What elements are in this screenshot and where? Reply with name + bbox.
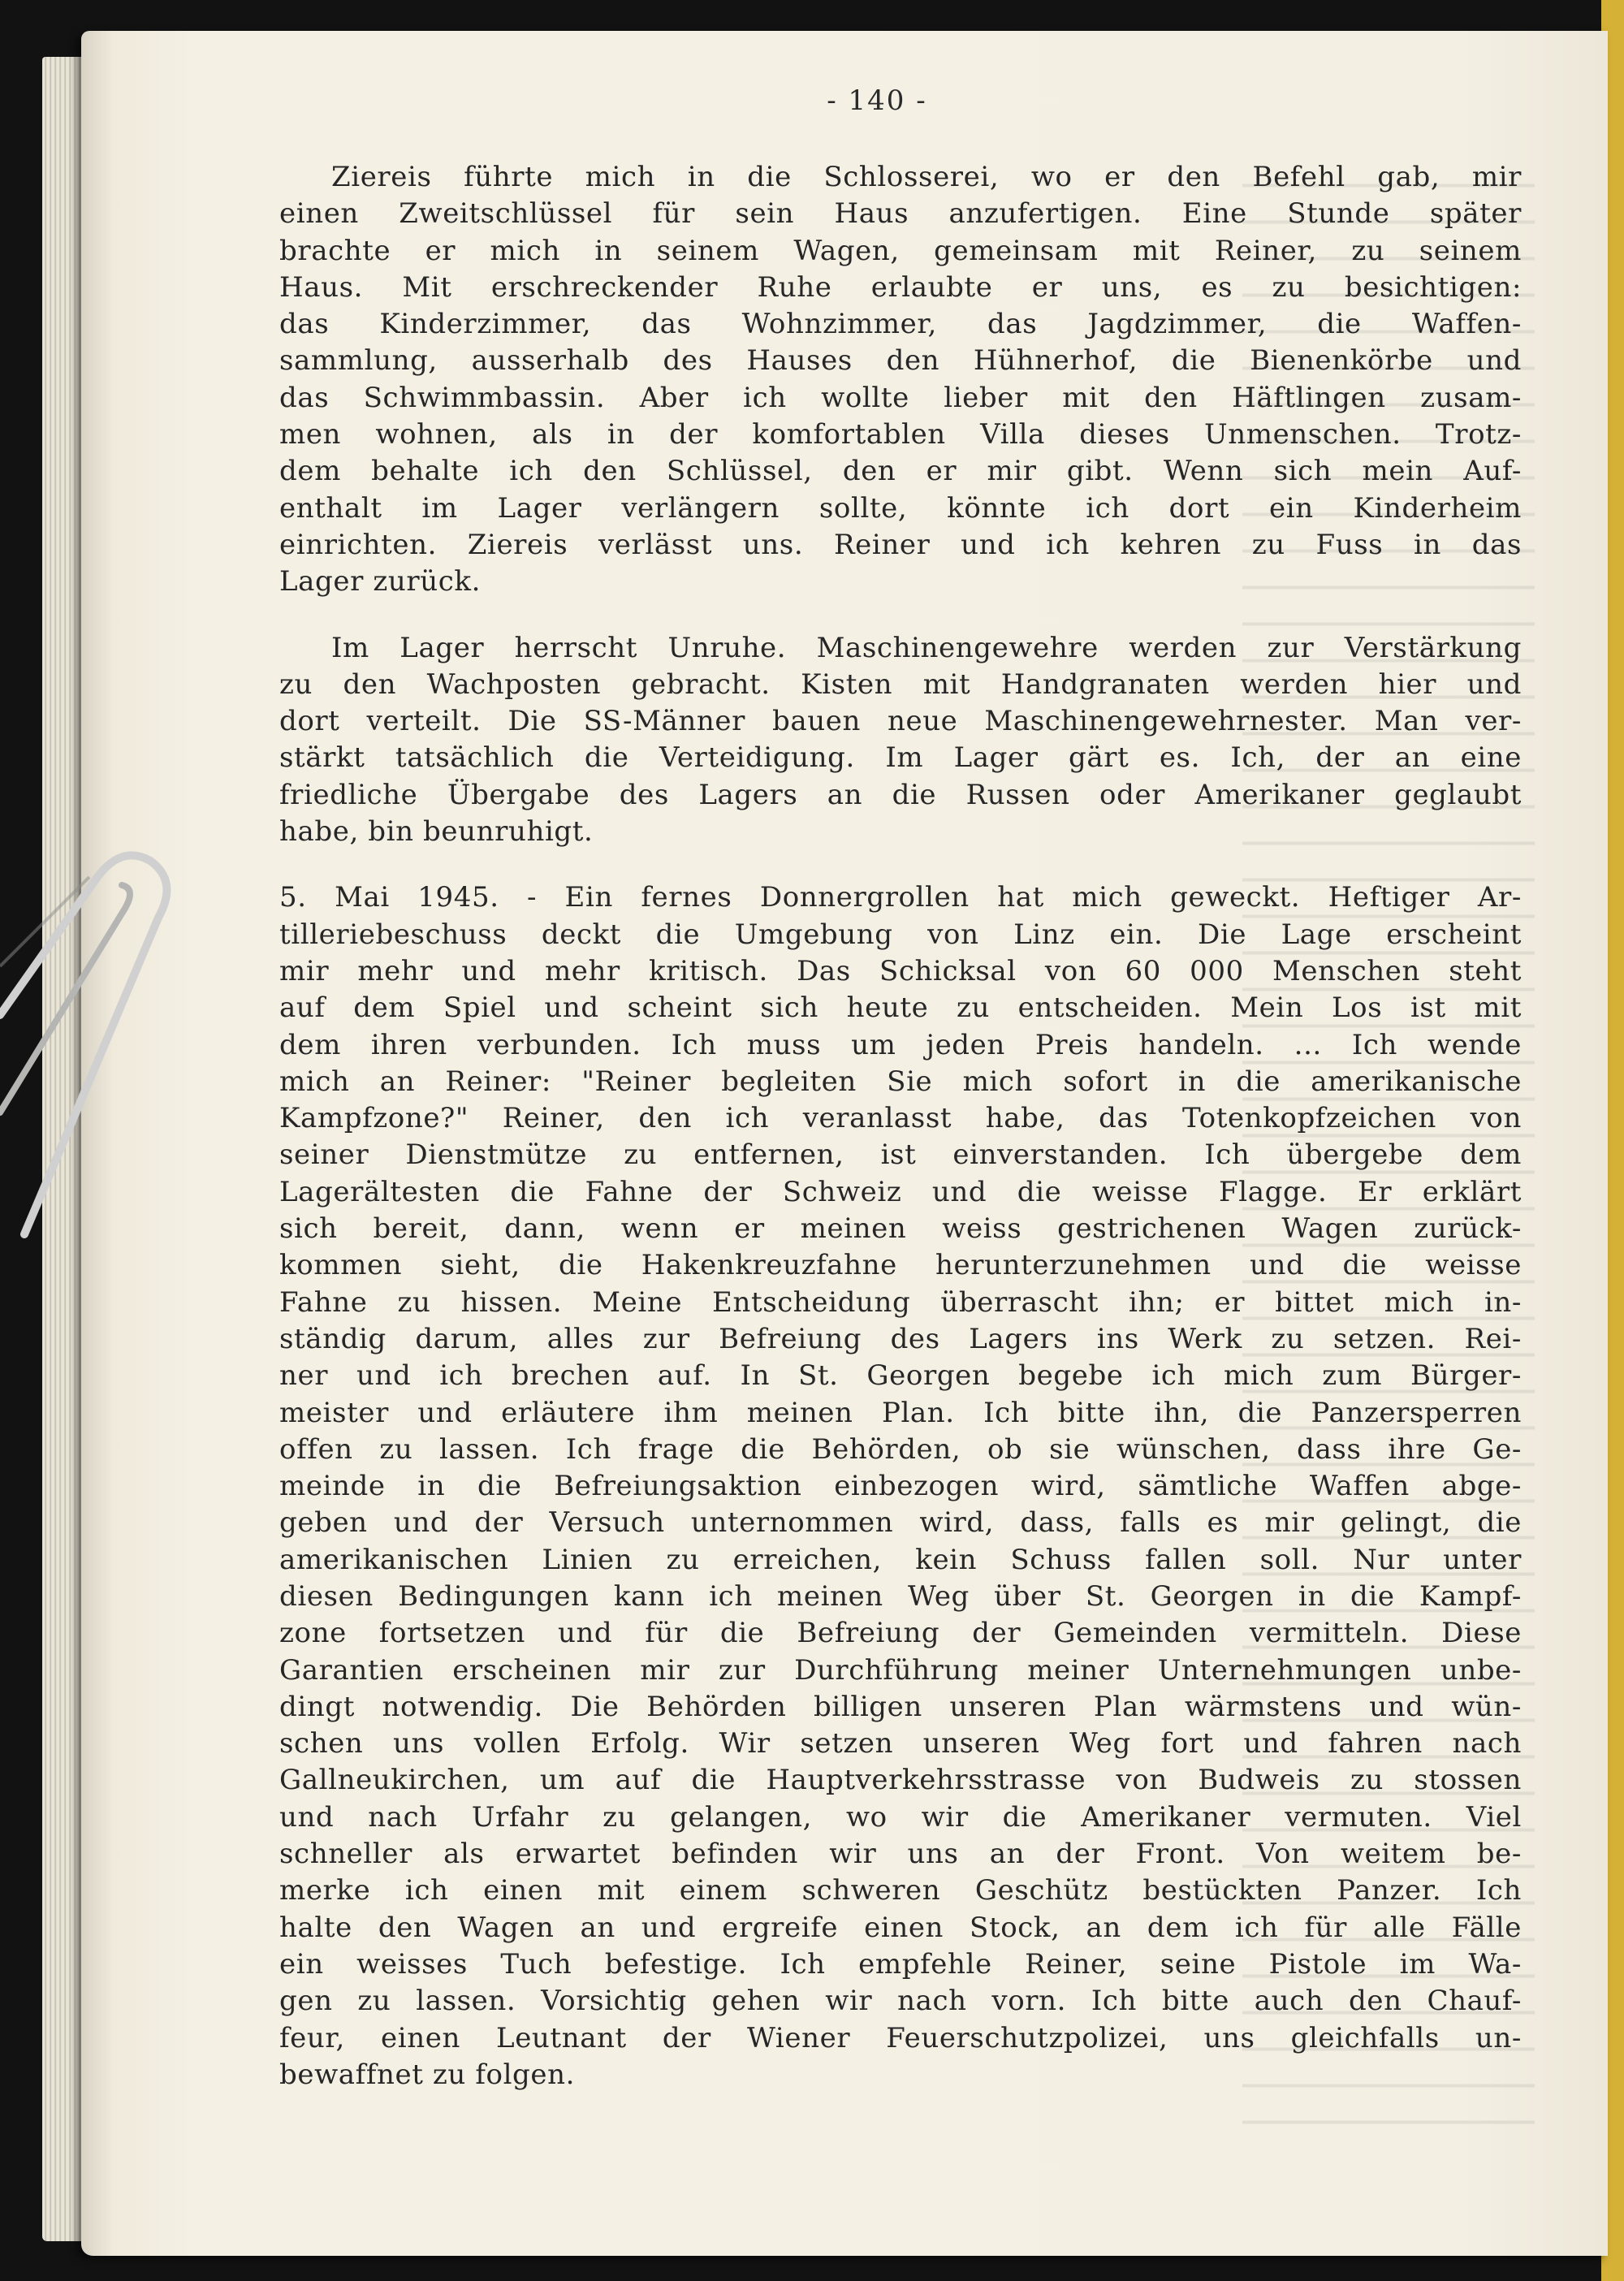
text-line: 5. Mai 1945. - Ein fernes Donnergrollen hat mich geweckt. Heftiger Ar- [279, 881, 1522, 914]
text-line: Haus. Mit erschreckender Ruhe erlaubte er uns, es zu besichtigen: [279, 270, 1522, 304]
text-line: Garantien erscheinen mir zur Durchführung meiner Unternehmungen unbe- [279, 1653, 1522, 1687]
text-line: ner und ich brechen auf. In St. Georgen begebe ich mich zum Bürger- [279, 1359, 1522, 1393]
text-line: einen Zweitschlüssel für sein Haus anzufertigen. Eine Stunde später [279, 197, 1522, 231]
text-line: dort verteilt. Die SS-Männer bauen neue Maschinengewehrnester. Man ver- [279, 705, 1522, 738]
text-line: feur, einen Leutnant der Wiener Feuerschutzpolizei, uns gleichfalls un- [279, 2021, 1522, 2054]
text-line: dem behalte ich den Schlüssel, den er mir gibt. Wenn sich mein Auf- [279, 455, 1522, 488]
text-line: offen zu lassen. Ich frage die Behörden, ob sie wünschen, dass ihre Ge- [279, 1432, 1522, 1466]
text-line: auf dem Spiel und scheint sich heute zu entscheiden. Mein Los ist mit [279, 991, 1522, 1025]
text-line: amerikanischen Linien zu erreichen, kein Schuss fallen soll. Nur unter [279, 1543, 1522, 1576]
body-text [279, 159, 1522, 2093]
text-line: Fahne zu hissen. Meine Entscheidung überrascht ihn; er bittet mich in- [279, 1285, 1522, 1319]
text-line: tilleriebeschuss deckt die Umgebung von Linz ein. Die Lage erscheint [279, 918, 1522, 951]
text-line: bewaffnet zu folgen. [279, 2058, 576, 2091]
text-line: stärkt tatsächlich die Verteidigung. Im Lager gärt es. Ich, der an eine [279, 741, 1522, 775]
text-line: Ziereis führte mich in die Schlosserei, wo er den Befehl gab, mir [331, 161, 1522, 193]
paragraph [279, 630, 1522, 851]
text-line: zone fortsetzen und für die Befreiung der Gemeinden vermitteln. Diese [279, 1617, 1522, 1650]
text-line: gen zu lassen. Vorsichtig gehen wir nach vorn. Ich bitte auch den Chauf- [279, 1985, 1522, 2018]
text-line: und nach Urfahr zu gelangen, wo wir die Amerikaner vermuten. Viel [279, 1800, 1522, 1834]
text-line: zu den Wachposten gebracht. Kisten mit Handgranaten werden hier und [279, 667, 1522, 701]
text-line: schen uns vollen Erfolg. Wir setzen unseren Weg fort und fahren nach [279, 1727, 1522, 1760]
text-line: diesen Bedingungen kann ich meinen Weg über St. Georgen in die Kampf- [279, 1579, 1522, 1613]
page-number: - 140 - [827, 84, 927, 117]
text-line: Kampfzone?" Reiner, den ich veranlasst habe, das Totenkopfzeichen von [279, 1102, 1522, 1135]
text-line: mir mehr und mehr kritisch. Das Schicksal von 60 000 Menschen steht [279, 954, 1522, 987]
text-line: Gallneukirchen, um auf die Hauptverkehrsstrasse von Budweis zu stossen [279, 1764, 1522, 1797]
text-line: meister und erläutere ihm meinen Plan. Ich bitte ihn, die Panzersperren [279, 1396, 1522, 1429]
text-line: das Schwimmbassin. Aber ich wollte lieber mit den Häftlingen zusam- [279, 381, 1522, 414]
text-line: einrichten. Ziereis verlässt uns. Reiner und ich kehren zu Fuss in das [279, 528, 1522, 561]
text-line: schneller als erwartet befinden wir uns an der Front. Von weitem be- [279, 1838, 1522, 1871]
paragraph [279, 159, 1522, 601]
text-line: halte den Wagen an und ergreife einen Stock, an dem ich für alle Fälle [279, 1911, 1522, 1944]
text-line: Lager zurück. [279, 565, 482, 598]
text-line: meinde in die Befreiungsaktion einbezogen wird, sämtliche Waffen abge- [279, 1470, 1522, 1503]
text-line: Lagerältesten die Fahne der Schweiz und die weisse Flagge. Er erklärt [279, 1175, 1522, 1208]
text-line: kommen sieht, die Hakenkreuzfahne herunterzunehmen und die weisse [279, 1249, 1522, 1282]
text-line: dingt notwendig. Die Behörden billigen unseren Plan wärmstens und wün- [279, 1690, 1522, 1723]
text-line: habe, bin beunruhigt. [279, 815, 594, 849]
text-line: seiner Dienstmütze zu entfernen, ist einverstanden. Ich übergebe dem [279, 1138, 1522, 1172]
text-line: sammlung, ausserhalb des Hauses den Hühnerhof, die Bienenkörbe und [279, 344, 1522, 378]
paragraph [279, 879, 1522, 2093]
text-line: ein weisses Tuch befestige. Ich empfehle Reiner, seine Pistole im Wa- [279, 1947, 1522, 1981]
text-line: men wohnen, als in der komfortablen Villa dieses Unmenschen. Trotz- [279, 418, 1522, 451]
text-line: ständig darum, alles zur Befreiung des Lagers ins Werk zu setzen. Rei- [279, 1322, 1522, 1355]
text-line: das Kinderzimmer, das Wohnzimmer, das Jagdzimmer, die Waffen- [279, 308, 1522, 341]
text-line: enthalt im Lager verlängern sollte, könnte ich dort ein Kinderheim [279, 491, 1522, 525]
text-line: mich an Reiner: "Reiner begleiten Sie mich sofort in die amerikanische [279, 1065, 1522, 1098]
text-line: dem ihren verbunden. Ich muss um jeden Preis handeln. ... Ich wende [279, 1028, 1522, 1061]
paper-clip-icon [0, 845, 211, 1299]
text-line: sich bereit, dann, wenn er meinen weiss gestrichenen Wagen zurück- [279, 1212, 1522, 1246]
text-line: Im Lager herrscht Unruhe. Maschinengewehre werden zur Verstärkung [331, 631, 1522, 664]
text-line: merke ich einen mit einem schweren Geschütz bestückten Panzer. Ich [279, 1874, 1522, 1907]
text-line: brachte er mich in seinem Wagen, gemeinsam mit Reiner, zu seinem [279, 234, 1522, 267]
text-line: geben und der Versuch unternommen wird, dass, falls es mir gelingt, die [279, 1506, 1522, 1540]
text-line: friedliche Übergabe des Lagers an die Russen oder Amerikaner geglaubt [279, 778, 1522, 811]
